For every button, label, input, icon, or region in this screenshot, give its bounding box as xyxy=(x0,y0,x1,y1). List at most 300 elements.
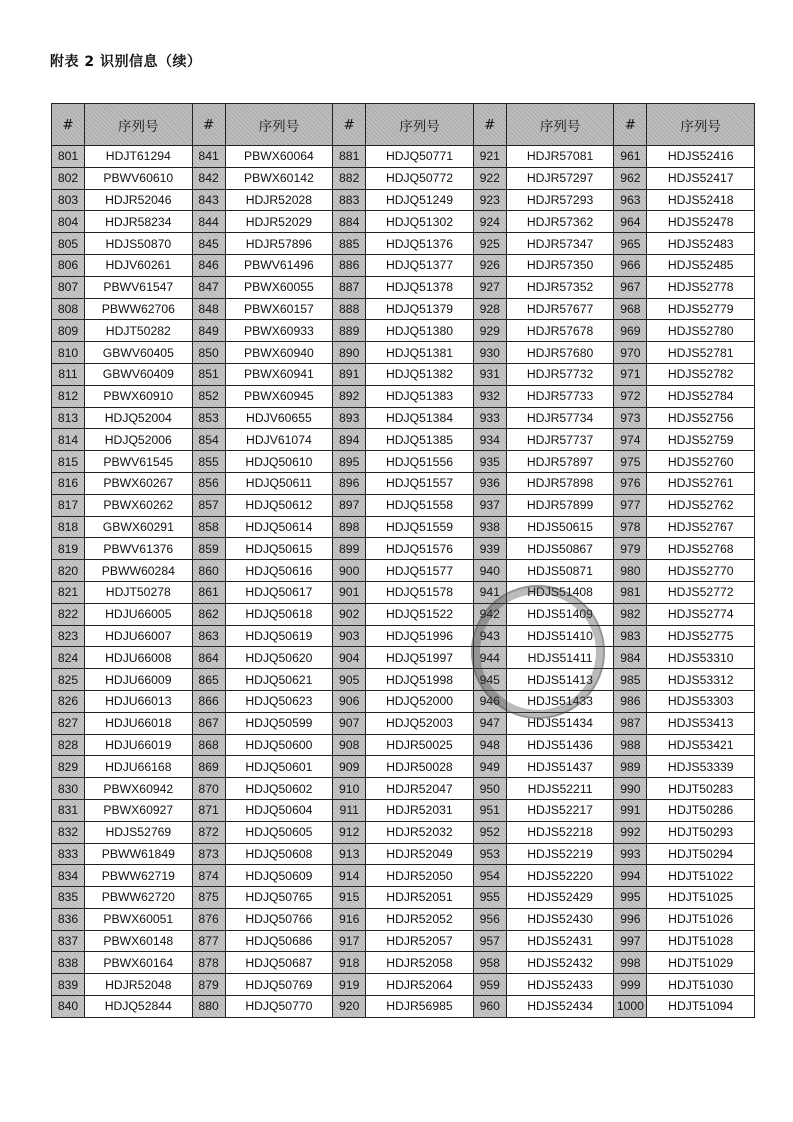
column-header-serial: 序列号 xyxy=(225,104,333,146)
row-number-cell: 828 xyxy=(52,734,85,756)
row-number-cell: 878 xyxy=(192,952,225,974)
serial-number-cell: HDJS52432 xyxy=(506,952,614,974)
serial-number-cell: HDJQ50615 xyxy=(225,538,333,560)
row-number-cell: 990 xyxy=(614,778,647,800)
row-number-cell: 892 xyxy=(333,385,366,407)
row-number-cell: 806 xyxy=(52,254,85,276)
serial-number-cell: HDJR57297 xyxy=(506,167,614,189)
row-number-cell: 921 xyxy=(473,146,506,168)
row-number-cell: 836 xyxy=(52,908,85,930)
row-number-cell: 981 xyxy=(614,581,647,603)
row-number-cell: 886 xyxy=(333,254,366,276)
row-number-cell: 985 xyxy=(614,669,647,691)
serial-number-cell: HDJS53413 xyxy=(647,712,755,734)
serial-number-cell: HDJQ50686 xyxy=(225,930,333,952)
row-number-cell: 978 xyxy=(614,516,647,538)
row-number-cell: 870 xyxy=(192,778,225,800)
table-row xyxy=(52,516,755,538)
serial-number-cell: HDJQ50770 xyxy=(225,996,333,1018)
serial-number-cell: HDJS53310 xyxy=(647,647,755,669)
row-number-cell: 881 xyxy=(333,146,366,168)
serial-number-cell: HDJQ51377 xyxy=(366,254,474,276)
serial-number-cell: HDJS52478 xyxy=(647,211,755,233)
row-number-cell: 962 xyxy=(614,167,647,189)
row-number-cell: 810 xyxy=(52,342,85,364)
serial-number-cell: HDJS52772 xyxy=(647,581,755,603)
row-number-cell: 936 xyxy=(473,472,506,494)
serial-number-cell: HDJQ51302 xyxy=(366,211,474,233)
row-number-cell: 970 xyxy=(614,342,647,364)
column-header-number: # xyxy=(473,104,506,146)
row-number-cell: 849 xyxy=(192,320,225,342)
row-number-cell: 923 xyxy=(473,189,506,211)
row-number-cell: 840 xyxy=(52,996,85,1018)
table-row xyxy=(52,647,755,669)
serial-number-cell: PBWX60941 xyxy=(225,363,333,385)
row-number-cell: 884 xyxy=(333,211,366,233)
row-number-cell: 912 xyxy=(333,821,366,843)
serial-number-cell: HDJT51022 xyxy=(647,865,755,887)
serial-number-cell: HDJQ52844 xyxy=(85,996,193,1018)
table-row xyxy=(52,342,755,364)
row-number-cell: 952 xyxy=(473,821,506,843)
serial-number-cell: PBWX60267 xyxy=(85,472,193,494)
row-number-cell: 826 xyxy=(52,690,85,712)
serial-number-cell: HDJQ50687 xyxy=(225,952,333,974)
row-number-cell: 925 xyxy=(473,233,506,255)
table-row xyxy=(52,865,755,887)
row-number-cell: 833 xyxy=(52,843,85,865)
serial-number-cell: HDJR57677 xyxy=(506,298,614,320)
row-number-cell: 944 xyxy=(473,647,506,669)
row-number-cell: 848 xyxy=(192,298,225,320)
serial-number-cell: HDJS52770 xyxy=(647,560,755,582)
row-number-cell: 829 xyxy=(52,756,85,778)
serial-number-cell: HDJQ50614 xyxy=(225,516,333,538)
table-row xyxy=(52,451,755,473)
serial-number-cell: HDJS52429 xyxy=(506,887,614,909)
row-number-cell: 905 xyxy=(333,669,366,691)
row-number-cell: 918 xyxy=(333,952,366,974)
row-number-cell: 938 xyxy=(473,516,506,538)
serial-number-cell: PBWW61849 xyxy=(85,843,193,865)
row-number-cell: 896 xyxy=(333,472,366,494)
row-number-cell: 904 xyxy=(333,647,366,669)
row-number-cell: 994 xyxy=(614,865,647,887)
serial-number-cell: HDJS51436 xyxy=(506,734,614,756)
row-number-cell: 939 xyxy=(473,538,506,560)
serial-number-cell: GBWV60405 xyxy=(85,342,193,364)
serial-number-cell: HDJR57898 xyxy=(506,472,614,494)
row-number-cell: 989 xyxy=(614,756,647,778)
row-number-cell: 915 xyxy=(333,887,366,909)
row-number-cell: 961 xyxy=(614,146,647,168)
row-number-cell: 804 xyxy=(52,211,85,233)
serial-number-cell: HDJR57737 xyxy=(506,429,614,451)
serial-number-cell: PBWW62719 xyxy=(85,865,193,887)
row-number-cell: 940 xyxy=(473,560,506,582)
serial-number-cell: HDJS52782 xyxy=(647,363,755,385)
serial-number-cell: HDJR52064 xyxy=(366,974,474,996)
table-row xyxy=(52,690,755,712)
row-number-cell: 805 xyxy=(52,233,85,255)
row-number-cell: 815 xyxy=(52,451,85,473)
row-number-cell: 893 xyxy=(333,407,366,429)
row-number-cell: 946 xyxy=(473,690,506,712)
table-row xyxy=(52,429,755,451)
serial-number-cell: HDJR57362 xyxy=(506,211,614,233)
serial-number-cell: HDJQ51996 xyxy=(366,625,474,647)
serial-number-cell: PBWW62706 xyxy=(85,298,193,320)
row-number-cell: 875 xyxy=(192,887,225,909)
serial-number-cell: PBWX60064 xyxy=(225,146,333,168)
row-number-cell: 986 xyxy=(614,690,647,712)
row-number-cell: 818 xyxy=(52,516,85,538)
serial-number-cell: HDJR52029 xyxy=(225,211,333,233)
table-row xyxy=(52,581,755,603)
row-number-cell: 914 xyxy=(333,865,366,887)
serial-number-cell: PBWV61496 xyxy=(225,254,333,276)
row-number-cell: 910 xyxy=(333,778,366,800)
row-number-cell: 934 xyxy=(473,429,506,451)
serial-number-cell: HDJR57347 xyxy=(506,233,614,255)
table-row xyxy=(52,472,755,494)
serial-number-cell: HDJT50286 xyxy=(647,799,755,821)
serial-number-cell: HDJQ51385 xyxy=(366,429,474,451)
serial-number-cell: HDJR57350 xyxy=(506,254,614,276)
serial-number-cell: HDJQ50772 xyxy=(366,167,474,189)
serial-number-cell: HDJQ50600 xyxy=(225,734,333,756)
serial-number-cell: HDJU66168 xyxy=(85,756,193,778)
row-number-cell: 899 xyxy=(333,538,366,560)
serial-number-cell: HDJS52756 xyxy=(647,407,755,429)
serial-number-cell: HDJS52220 xyxy=(506,865,614,887)
serial-number-cell: HDJV60261 xyxy=(85,254,193,276)
row-number-cell: 968 xyxy=(614,298,647,320)
row-number-cell: 920 xyxy=(333,996,366,1018)
row-number-cell: 855 xyxy=(192,451,225,473)
row-number-cell: 941 xyxy=(473,581,506,603)
row-number-cell: 964 xyxy=(614,211,647,233)
serial-number-cell: PBWX60927 xyxy=(85,799,193,821)
table-row xyxy=(52,538,755,560)
serial-number-cell: HDJR57293 xyxy=(506,189,614,211)
serial-number-cell: HDJR52052 xyxy=(366,908,474,930)
serial-number-cell: GBWX60291 xyxy=(85,516,193,538)
serial-number-cell: HDJR57896 xyxy=(225,233,333,255)
serial-number-cell: HDJR52048 xyxy=(85,974,193,996)
row-number-cell: 967 xyxy=(614,276,647,298)
row-number-cell: 885 xyxy=(333,233,366,255)
row-number-cell: 926 xyxy=(473,254,506,276)
row-number-cell: 866 xyxy=(192,690,225,712)
column-header-serial: 序列号 xyxy=(85,104,193,146)
row-number-cell: 850 xyxy=(192,342,225,364)
serial-number-cell: HDJS52779 xyxy=(647,298,755,320)
table-row xyxy=(52,494,755,516)
serial-number-cell: HDJR52058 xyxy=(366,952,474,974)
serial-number-cell: HDJS51408 xyxy=(506,581,614,603)
row-number-cell: 982 xyxy=(614,603,647,625)
serial-number-cell: HDJQ50619 xyxy=(225,625,333,647)
row-number-cell: 949 xyxy=(473,756,506,778)
row-number-cell: 819 xyxy=(52,538,85,560)
serial-number-cell: HDJQ51558 xyxy=(366,494,474,516)
row-number-cell: 971 xyxy=(614,363,647,385)
row-number-cell: 867 xyxy=(192,712,225,734)
row-number-cell: 913 xyxy=(333,843,366,865)
serial-number-cell: HDJV61074 xyxy=(225,429,333,451)
serial-number-cell: HDJR50025 xyxy=(366,734,474,756)
serial-number-cell: HDJS53303 xyxy=(647,690,755,712)
serial-number-cell: PBWX60910 xyxy=(85,385,193,407)
row-number-cell: 965 xyxy=(614,233,647,255)
serial-number-cell: HDJQ51998 xyxy=(366,669,474,691)
serial-number-cell: PBWW62720 xyxy=(85,887,193,909)
serial-number-cell: PBWX60945 xyxy=(225,385,333,407)
row-number-cell: 955 xyxy=(473,887,506,909)
serial-number-cell: HDJT51030 xyxy=(647,974,755,996)
identification-table xyxy=(51,103,755,1018)
row-number-cell: 900 xyxy=(333,560,366,582)
row-number-cell: 854 xyxy=(192,429,225,451)
row-number-cell: 966 xyxy=(614,254,647,276)
serial-number-cell: HDJQ50771 xyxy=(366,146,474,168)
row-number-cell: 869 xyxy=(192,756,225,778)
serial-number-cell: HDJS50870 xyxy=(85,233,193,255)
row-number-cell: 957 xyxy=(473,930,506,952)
row-number-cell: 901 xyxy=(333,581,366,603)
serial-number-cell: HDJQ51378 xyxy=(366,276,474,298)
serial-number-cell: HDJS51411 xyxy=(506,647,614,669)
row-number-cell: 932 xyxy=(473,385,506,407)
row-number-cell: 857 xyxy=(192,494,225,516)
row-number-cell: 922 xyxy=(473,167,506,189)
serial-number-cell: HDJR52028 xyxy=(225,189,333,211)
row-number-cell: 865 xyxy=(192,669,225,691)
row-number-cell: 835 xyxy=(52,887,85,909)
row-number-cell: 812 xyxy=(52,385,85,407)
serial-number-cell: HDJQ51576 xyxy=(366,538,474,560)
serial-number-cell: HDJS52417 xyxy=(647,167,755,189)
serial-number-cell: HDJQ51379 xyxy=(366,298,474,320)
table-row xyxy=(52,254,755,276)
table-row xyxy=(52,603,755,625)
serial-number-cell: HDJQ50602 xyxy=(225,778,333,800)
serial-number-cell: HDJS52780 xyxy=(647,320,755,342)
serial-number-cell: HDJS52778 xyxy=(647,276,755,298)
row-number-cell: 803 xyxy=(52,189,85,211)
row-number-cell: 824 xyxy=(52,647,85,669)
row-number-cell: 808 xyxy=(52,298,85,320)
row-number-cell: 1000 xyxy=(614,996,647,1018)
table-row xyxy=(52,887,755,909)
row-number-cell: 903 xyxy=(333,625,366,647)
serial-number-cell: HDJQ51383 xyxy=(366,385,474,407)
row-number-cell: 842 xyxy=(192,167,225,189)
row-number-cell: 856 xyxy=(192,472,225,494)
serial-number-cell: HDJS51413 xyxy=(506,669,614,691)
column-header-serial: 序列号 xyxy=(506,104,614,146)
table-row xyxy=(52,996,755,1018)
serial-number-cell: GBWV60409 xyxy=(85,363,193,385)
table-row xyxy=(52,233,755,255)
serial-number-cell: HDJQ50620 xyxy=(225,647,333,669)
serial-number-cell: PBWX60164 xyxy=(85,952,193,974)
serial-number-cell: HDJR52032 xyxy=(366,821,474,843)
row-number-cell: 977 xyxy=(614,494,647,516)
row-number-cell: 839 xyxy=(52,974,85,996)
row-number-cell: 877 xyxy=(192,930,225,952)
table-row xyxy=(52,974,755,996)
serial-number-cell: HDJT50294 xyxy=(647,843,755,865)
row-number-cell: 996 xyxy=(614,908,647,930)
row-number-cell: 956 xyxy=(473,908,506,930)
row-number-cell: 995 xyxy=(614,887,647,909)
row-number-cell: 907 xyxy=(333,712,366,734)
serial-number-cell: HDJQ50605 xyxy=(225,821,333,843)
serial-number-cell: HDJT51026 xyxy=(647,908,755,930)
serial-number-cell: HDJV60655 xyxy=(225,407,333,429)
serial-number-cell: HDJQ50618 xyxy=(225,603,333,625)
row-number-cell: 830 xyxy=(52,778,85,800)
serial-number-cell: HDJR52051 xyxy=(366,887,474,909)
row-number-cell: 960 xyxy=(473,996,506,1018)
row-number-cell: 991 xyxy=(614,799,647,821)
row-number-cell: 974 xyxy=(614,429,647,451)
row-number-cell: 827 xyxy=(52,712,85,734)
serial-number-cell: HDJQ51557 xyxy=(366,472,474,494)
serial-number-cell: HDJQ51577 xyxy=(366,560,474,582)
serial-number-cell: HDJQ50765 xyxy=(225,887,333,909)
serial-number-cell: PBWX60942 xyxy=(85,778,193,800)
table-row xyxy=(52,908,755,930)
table-row xyxy=(52,146,755,168)
serial-number-cell: HDJR52031 xyxy=(366,799,474,821)
serial-number-cell: HDJS52483 xyxy=(647,233,755,255)
row-number-cell: 984 xyxy=(614,647,647,669)
serial-number-cell: HDJS50867 xyxy=(506,538,614,560)
row-number-cell: 890 xyxy=(333,342,366,364)
serial-number-cell: HDJT51025 xyxy=(647,887,755,909)
table-body xyxy=(52,146,755,1018)
serial-number-cell: HDJR52047 xyxy=(366,778,474,800)
serial-number-cell: HDJR57897 xyxy=(506,451,614,473)
serial-number-cell: HDJR57899 xyxy=(506,494,614,516)
serial-number-cell: HDJQ50608 xyxy=(225,843,333,865)
row-number-cell: 894 xyxy=(333,429,366,451)
row-number-cell: 882 xyxy=(333,167,366,189)
column-header-serial: 序列号 xyxy=(366,104,474,146)
row-number-cell: 801 xyxy=(52,146,85,168)
row-number-cell: 973 xyxy=(614,407,647,429)
table-row xyxy=(52,930,755,952)
serial-number-cell: HDJS52760 xyxy=(647,451,755,473)
serial-number-cell: HDJQ51578 xyxy=(366,581,474,603)
row-number-cell: 813 xyxy=(52,407,85,429)
serial-number-cell: HDJS52769 xyxy=(85,821,193,843)
serial-number-cell: PBWX60055 xyxy=(225,276,333,298)
row-number-cell: 802 xyxy=(52,167,85,189)
row-number-cell: 817 xyxy=(52,494,85,516)
row-number-cell: 880 xyxy=(192,996,225,1018)
serial-number-cell: HDJQ52004 xyxy=(85,407,193,429)
serial-number-cell: HDJQ52003 xyxy=(366,712,474,734)
row-number-cell: 883 xyxy=(333,189,366,211)
row-number-cell: 887 xyxy=(333,276,366,298)
serial-number-cell: PBWV61547 xyxy=(85,276,193,298)
row-number-cell: 953 xyxy=(473,843,506,865)
row-number-cell: 895 xyxy=(333,451,366,473)
serial-number-cell: HDJQ50616 xyxy=(225,560,333,582)
row-number-cell: 917 xyxy=(333,930,366,952)
row-number-cell: 879 xyxy=(192,974,225,996)
row-number-cell: 889 xyxy=(333,320,366,342)
row-number-cell: 924 xyxy=(473,211,506,233)
serial-number-cell: HDJS53312 xyxy=(647,669,755,691)
serial-number-cell: HDJR56985 xyxy=(366,996,474,1018)
serial-number-cell: HDJQ51249 xyxy=(366,189,474,211)
row-number-cell: 988 xyxy=(614,734,647,756)
row-number-cell: 851 xyxy=(192,363,225,385)
serial-number-cell: HDJR57734 xyxy=(506,407,614,429)
serial-number-cell: HDJQ52006 xyxy=(85,429,193,451)
row-number-cell: 992 xyxy=(614,821,647,843)
serial-number-cell: PBWV60610 xyxy=(85,167,193,189)
serial-number-cell: HDJS53421 xyxy=(647,734,755,756)
column-header-number: # xyxy=(333,104,366,146)
row-number-cell: 976 xyxy=(614,472,647,494)
serial-number-cell: HDJQ51380 xyxy=(366,320,474,342)
serial-number-cell: HDJT50282 xyxy=(85,320,193,342)
serial-number-cell: HDJT50293 xyxy=(647,821,755,843)
serial-number-cell: HDJU66013 xyxy=(85,690,193,712)
row-number-cell: 859 xyxy=(192,538,225,560)
serial-number-cell: HDJR57678 xyxy=(506,320,614,342)
serial-number-cell: HDJS51409 xyxy=(506,603,614,625)
table-row xyxy=(52,560,755,582)
serial-number-cell: HDJQ51522 xyxy=(366,603,474,625)
serial-number-cell: HDJT50278 xyxy=(85,581,193,603)
row-number-cell: 906 xyxy=(333,690,366,712)
row-number-cell: 963 xyxy=(614,189,647,211)
serial-number-cell: HDJQ50612 xyxy=(225,494,333,516)
row-number-cell: 975 xyxy=(614,451,647,473)
serial-number-cell: PBWX60940 xyxy=(225,342,333,364)
serial-number-cell: HDJR52049 xyxy=(366,843,474,865)
row-number-cell: 816 xyxy=(52,472,85,494)
table-row xyxy=(52,298,755,320)
serial-number-cell: HDJQ50769 xyxy=(225,974,333,996)
row-number-cell: 891 xyxy=(333,363,366,385)
table-row xyxy=(52,952,755,974)
row-number-cell: 821 xyxy=(52,581,85,603)
column-header-number: # xyxy=(192,104,225,146)
serial-number-cell: HDJU66008 xyxy=(85,647,193,669)
table-row xyxy=(52,407,755,429)
row-number-cell: 843 xyxy=(192,189,225,211)
row-number-cell: 997 xyxy=(614,930,647,952)
row-number-cell: 823 xyxy=(52,625,85,647)
serial-number-cell: HDJQ50611 xyxy=(225,472,333,494)
serial-number-cell: HDJQ51556 xyxy=(366,451,474,473)
serial-number-cell: HDJS52219 xyxy=(506,843,614,865)
row-number-cell: 983 xyxy=(614,625,647,647)
serial-number-cell: HDJR50028 xyxy=(366,756,474,778)
serial-number-cell: HDJS52218 xyxy=(506,821,614,843)
table-row xyxy=(52,799,755,821)
row-number-cell: 930 xyxy=(473,342,506,364)
